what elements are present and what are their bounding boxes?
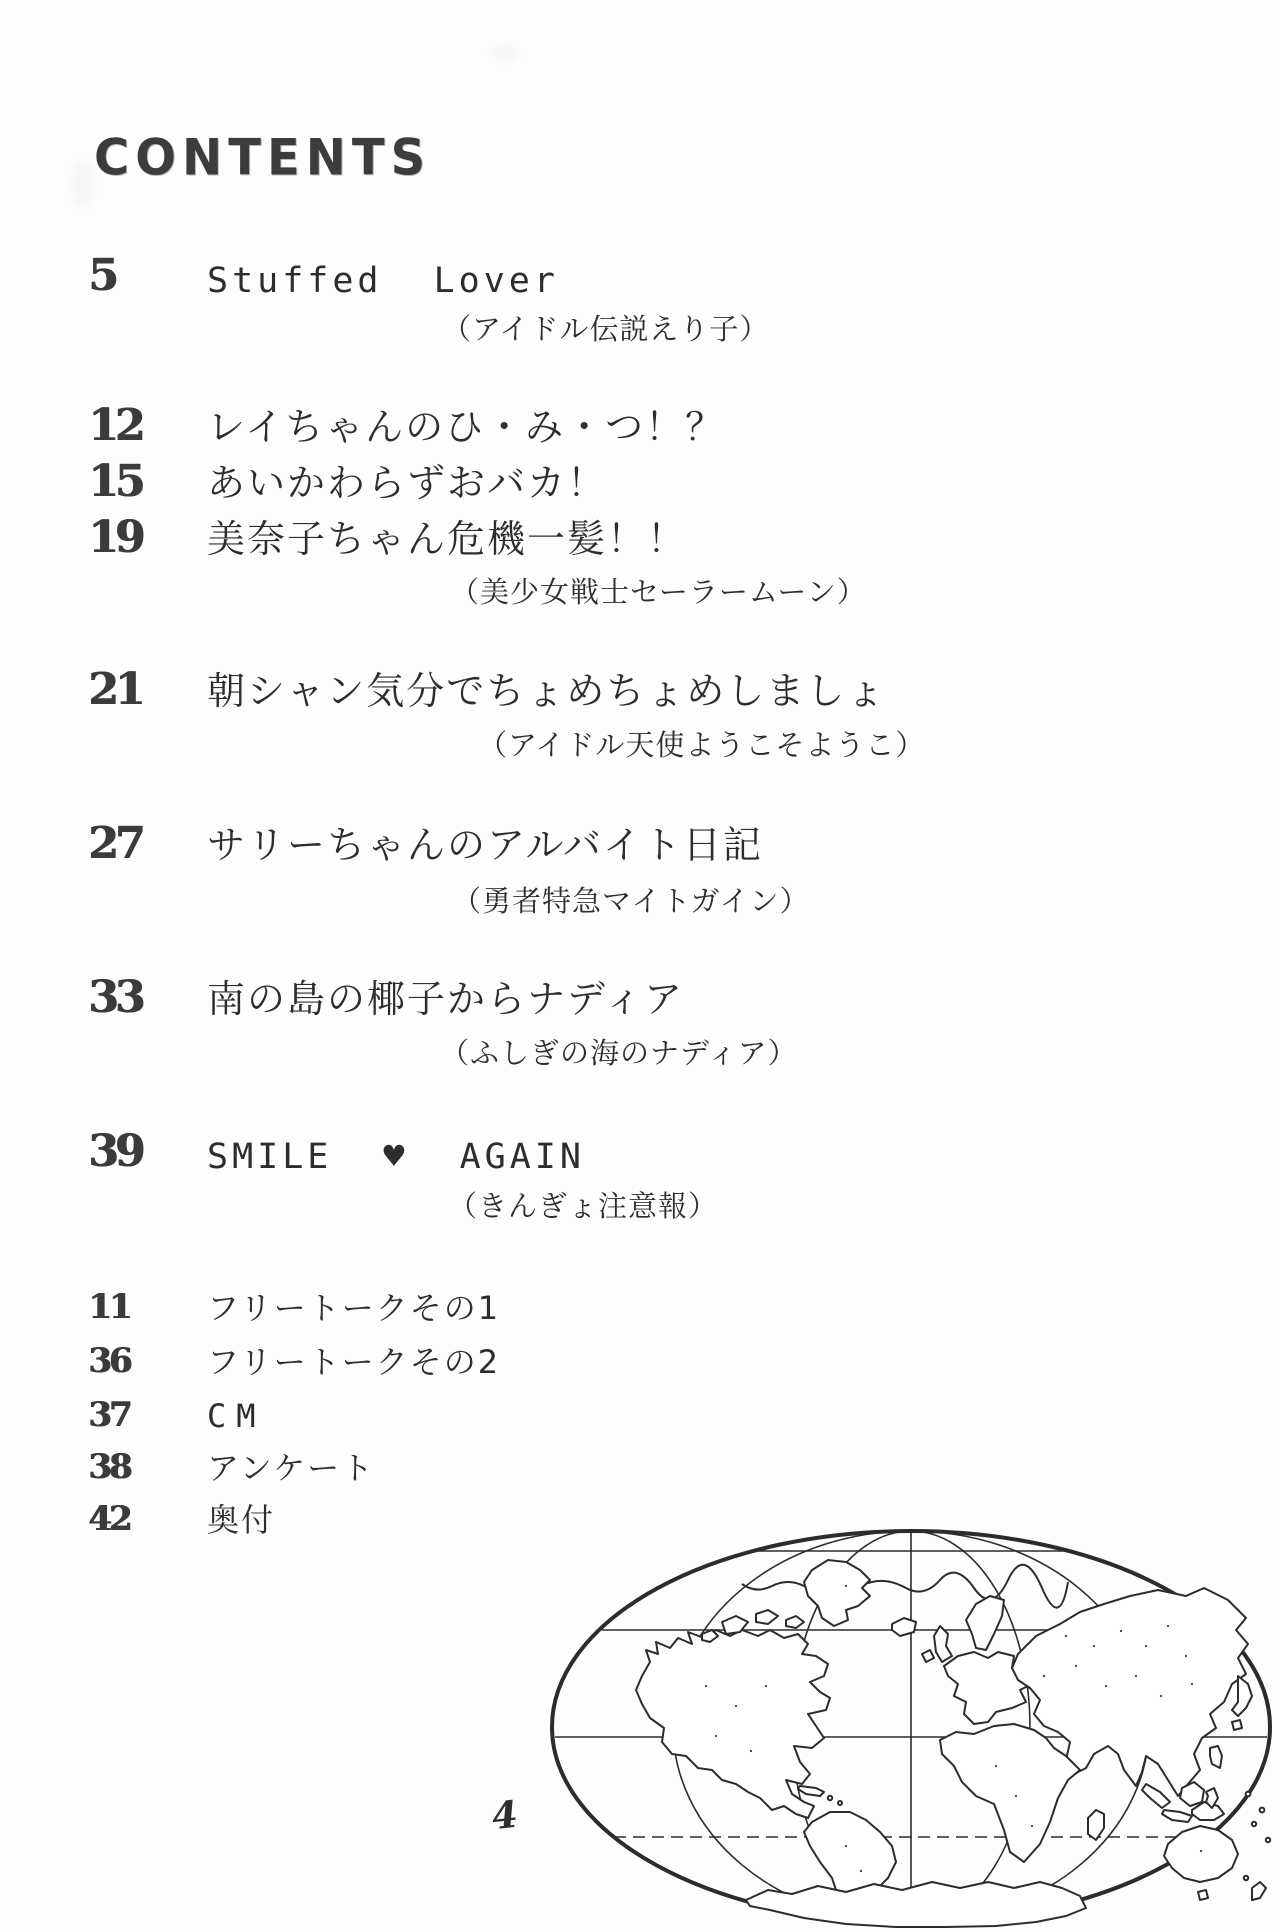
toc-page-number: 38 — [88, 1447, 130, 1487]
toc-entry-title: アンケート — [207, 1449, 376, 1487]
toc-entry-source: （アイドル伝説えり子） — [442, 312, 770, 346]
toc-entry-title: フリートークその2 — [207, 1343, 501, 1381]
scan-smudge — [492, 46, 518, 60]
toc-entry-source: （アイドル天使ようこそようこ） — [478, 728, 926, 762]
toc-entry-title: SMILE ♥ AGAIN — [207, 1137, 585, 1177]
toc-entry-title: 朝シャン気分でちょめちょめしましょ — [207, 669, 887, 713]
toc-entry-title: 奥付 — [207, 1501, 276, 1539]
toc-page-number: 36 — [88, 1341, 130, 1381]
toc-entry-title: Stuffed Lover — [207, 261, 559, 301]
toc-entry-title: CM — [207, 1397, 266, 1435]
page-number: 4 — [489, 1791, 520, 1839]
toc-entry-source: （きんぎょ注意報） — [448, 1189, 719, 1223]
toc-page-number: 42 — [88, 1499, 130, 1539]
world-map-illustration — [546, 1526, 1280, 1932]
toc-entry-title: レイちゃんのひ・み・つ！？ — [207, 405, 726, 449]
toc-entry-title: 南の島の椰子からナディア — [207, 977, 684, 1021]
toc-page-number: 15 — [88, 456, 142, 507]
toc-entry-source: （美少女戦士セーラームーン） — [450, 575, 867, 609]
toc-entry-title: 美奈子ちゃん危機一髪！！ — [207, 517, 688, 561]
toc-page-number: 5 — [88, 250, 115, 301]
toc-entry-source: （ふしぎの海のナディア） — [440, 1036, 798, 1070]
toc-page-number: 11 — [88, 1287, 130, 1327]
toc-entry-title: サリーちゃんのアルバイト日記 — [207, 823, 763, 867]
toc-page-number: 21 — [88, 664, 142, 715]
toc-page-number: 19 — [88, 512, 142, 563]
world-map-icon — [546, 1526, 1280, 1932]
toc-page-number: 37 — [88, 1395, 130, 1435]
toc-entry-title: フリートークその1 — [207, 1289, 501, 1327]
toc-page-number: 33 — [88, 972, 142, 1023]
page-title: CONTENTS — [94, 128, 432, 188]
toc-entry-source: （勇者特急マイトガイン） — [452, 884, 810, 918]
scan-smudge — [72, 160, 94, 206]
toc-page-number: 39 — [88, 1126, 142, 1177]
toc-page-number: 27 — [88, 818, 142, 869]
toc-entry-title: あいかわらずおバカ！ — [207, 461, 608, 505]
toc-page-number: 12 — [88, 400, 142, 451]
